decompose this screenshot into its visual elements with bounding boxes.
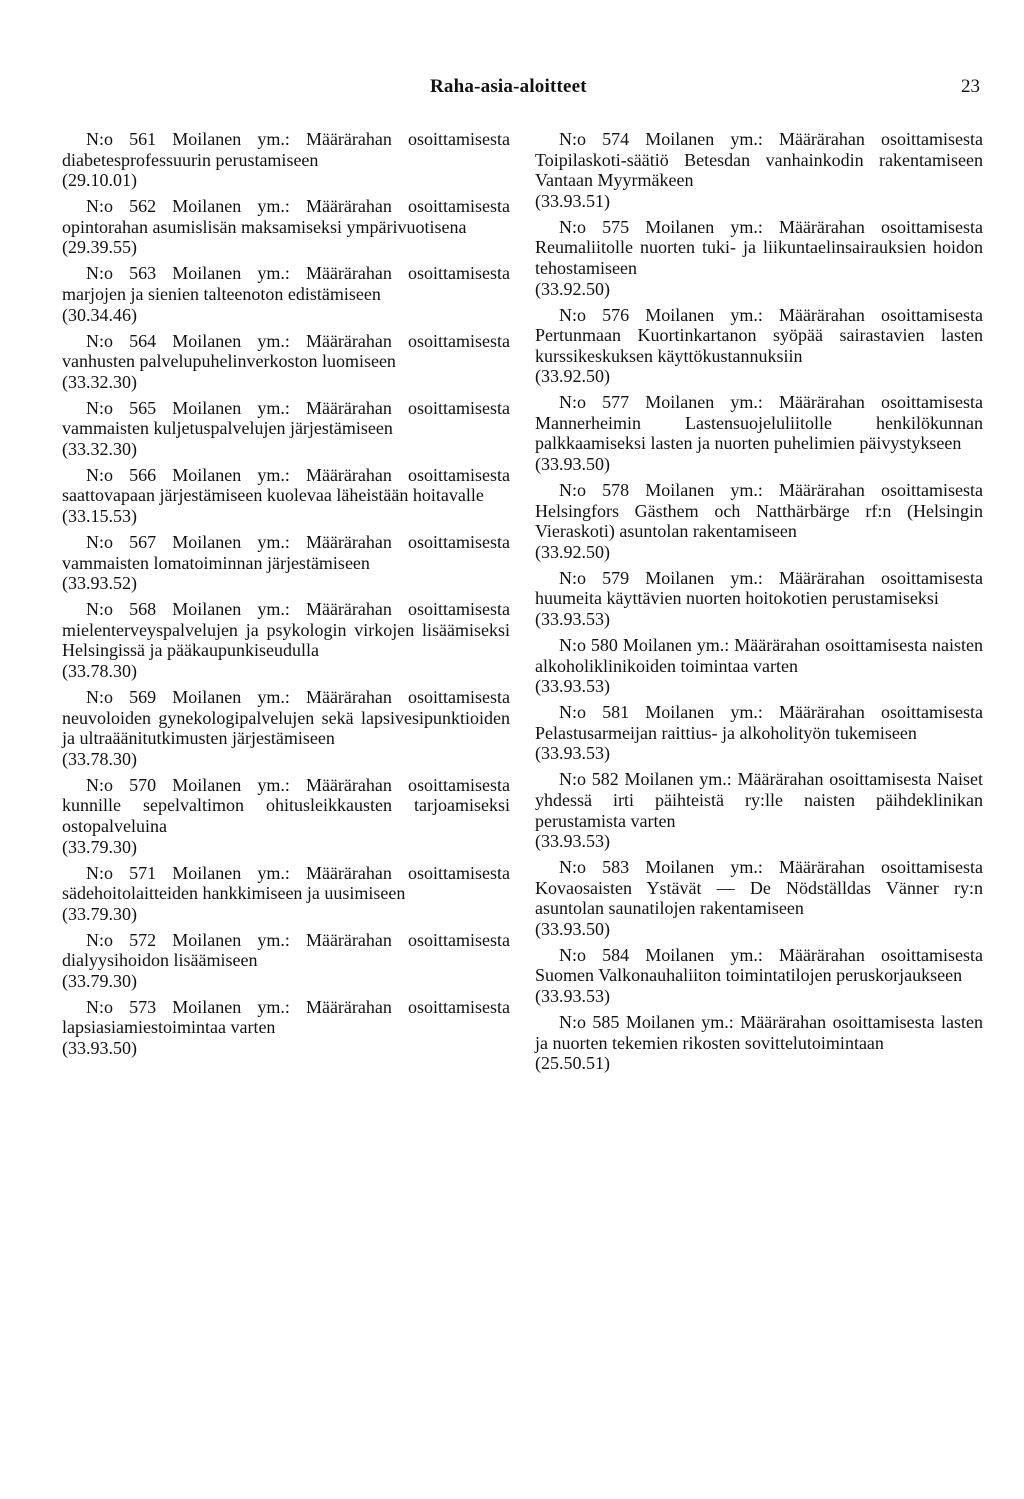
entry-code: (33.78.30) — [62, 660, 137, 681]
list-item — [62, 997, 510, 1059]
entry-text: N:o 573 Moilanen ym.: Määrärahan osoittamisesta lapsiasiamiestoimintaa varten — [62, 996, 510, 1038]
entry-text: N:o 574 Moilanen ym.: Määrärahan osoittamisesta Toipilaskoti-säätiö Betesdan vanhainkodin rakentamiseen Vantaan Myyrmäkeen — [535, 129, 983, 191]
entry-code: (30.34.46) — [62, 304, 137, 325]
entry-text: N:o 578 Moilanen ym.: Määrärahan osoittamisesta Helsingfors Gästhem och Natthärbärge rf:n (Helsingin Vieraskoti) asuntolan rakentamiseen — [535, 480, 983, 542]
entry-text: N:o 575 Moilanen ym.: Määrärahan osoittamisesta Reumaliitolle nuorten tuki- ja liikuntaelinsairauksien hoidon tehostamiseen — [535, 216, 983, 278]
entry-code: (25.50.51) — [535, 1053, 610, 1074]
list-item — [535, 217, 983, 299]
entry-code: (29.10.01) — [62, 170, 137, 191]
entry-text: N:o 565 Moilanen ym.: Määrärahan osoittamisesta vammaisten kuljetuspalvelujen järjestämiseen — [62, 397, 510, 439]
list-item — [535, 702, 983, 764]
entry-code: (33.32.30) — [62, 371, 137, 392]
entry-code: (33.32.30) — [62, 438, 137, 459]
list-item — [535, 635, 983, 697]
entry-code: (33.93.53) — [535, 831, 610, 852]
entry-text: N:o 564 Moilanen ym.: Määrärahan osoittamisesta vanhusten palvelupuhelinverkoston luomiseen — [62, 330, 510, 372]
list-item — [535, 129, 983, 211]
list-item — [62, 930, 510, 992]
left-column — [62, 129, 510, 1064]
entry-code: (33.78.30) — [62, 748, 137, 769]
entry-text: N:o 580 Moilanen ym.: Määrärahan osoittamisesta naisten alkoholiklinikoiden toimintaa varten — [535, 635, 983, 676]
entry-text: N:o 582 Moilanen ym.: Määrärahan osoittamisesta Naiset yhdessä irti päihteistä ry:lle naisten päihdeklinikan perustamista varten — [535, 769, 983, 831]
entry-code: (33.79.30) — [62, 970, 137, 991]
entry-text: N:o 567 Moilanen ym.: Määrärahan osoittamisesta vammaisten lomatoiminnan järjestämiseen — [62, 532, 510, 573]
list-item — [535, 857, 983, 939]
list-item — [62, 687, 510, 769]
list-item — [535, 769, 983, 851]
list-item — [62, 532, 510, 594]
entry-code: (33.93.50) — [535, 918, 610, 939]
list-item — [62, 465, 510, 527]
entry-code: (33.93.50) — [62, 1038, 137, 1059]
entry-text: N:o 585 Moilanen ym.: Määrärahan osoittamisesta lasten ja nuorten tekemien rikosten sovittelutoimintaan — [535, 1012, 983, 1053]
entry-text: N:o 563 Moilanen ym.: Määrärahan osoittamisesta marjojen ja sienien talteenoton edistämiseen — [62, 263, 510, 304]
page-number: 23 — [961, 76, 980, 97]
list-item — [535, 568, 983, 630]
entry-code: (33.79.30) — [62, 836, 137, 857]
right-column — [535, 129, 983, 1079]
entry-text: N:o 568 Moilanen ym.: Määrärahan osoittamisesta mielenterveyspalvelujen ja psykologin virkojen lisäämiseksi Helsingissä ja pääkaupunkiseudulla — [62, 599, 510, 661]
entry-code: (33.93.53) — [535, 609, 610, 630]
list-item — [535, 305, 983, 387]
list-item — [62, 775, 510, 857]
entry-code: (33.15.53) — [62, 506, 137, 527]
list-item — [62, 129, 510, 191]
entry-text: N:o 583 Moilanen ym.: Määrärahan osoittamisesta Kovaosaisten Ystävät — De Nödställdas Vänner ry:n asuntolan saunatilojen rakentamiseen — [535, 857, 983, 919]
entry-code: (33.93.51) — [535, 190, 610, 211]
entry-text: N:o 579 Moilanen ym.: Määrärahan osoittamisesta huumeita käyttävien nuorten hoitokotien perustamiseksi — [535, 567, 983, 609]
list-item — [535, 392, 983, 474]
entry-text: N:o 576 Moilanen ym.: Määrärahan osoittamisesta Pertunmaan Kuortinkartanon syöpää sairastavien lasten kurssikeskuksen käyttökustannuksiin — [535, 304, 983, 366]
entry-text: N:o 581 Moilanen ym.: Määrärahan osoittamisesta Pelastusarmeijan raittius- ja alkoholityön tukemiseen — [535, 702, 983, 743]
list-item — [62, 599, 510, 681]
entry-text: N:o 571 Moilanen ym.: Määrärahan osoittamisesta sädehoitolaitteiden hankkimiseen ja uusimiseen — [62, 862, 510, 904]
list-item — [62, 196, 510, 258]
list-item — [535, 480, 983, 562]
entry-code: (33.92.50) — [535, 541, 610, 562]
entry-code: (33.93.53) — [535, 743, 610, 764]
entry-text: N:o 569 Moilanen ym.: Määrärahan osoittamisesta neuvoloiden gynekologipalvelujen sekä lapsivesipunktioiden ja ultraäänitutkimusten järjestämiseen — [62, 686, 510, 749]
entry-text: N:o 561 Moilanen ym.: Määrärahan osoittamisesta diabetesprofessuurin perustamiseen — [62, 129, 510, 170]
entry-text: N:o 572 Moilanen ym.: Määrärahan osoittamisesta dialyysihoidon lisäämiseen — [62, 929, 510, 971]
list-item — [62, 863, 510, 925]
entry-code: (33.92.50) — [535, 366, 610, 387]
list-item — [62, 263, 510, 325]
entry-code: (33.93.53) — [535, 676, 610, 697]
entry-code: (33.93.50) — [535, 454, 610, 475]
running-header — [0, 76, 1024, 100]
entry-code: (33.79.30) — [62, 903, 137, 924]
entry-text: N:o 562 Moilanen ym.: Määrärahan osoittamisesta opintorahan asumislisän maksamiseksi ympärivuotisena — [62, 196, 510, 237]
entry-text: N:o 577 Moilanen ym.: Määrärahan osoittamisesta Mannerheimin Lastensuojeluliitolle henkilökunnan palkkaamiseksi lasten ja nuorten puhelimien päivystykseen — [535, 392, 983, 454]
running-title: Raha-asia-aloitteet — [430, 76, 587, 97]
list-item — [535, 1012, 983, 1074]
list-item — [62, 331, 510, 393]
entry-code: (29.39.55) — [62, 237, 137, 258]
entry-text: N:o 566 Moilanen ym.: Määrärahan osoittamisesta saattovapaan järjestämiseen kuolevaa läheistään hoitavalle — [62, 464, 510, 506]
entry-text: N:o 570 Moilanen ym.: Määrärahan osoittamisesta kunnille sepelvaltimon ohitusleikkausten tarjoamiseksi ostopalveluina — [62, 774, 510, 836]
list-item — [535, 945, 983, 1007]
entry-code: (33.93.53) — [535, 986, 610, 1007]
entry-code: (33.93.52) — [62, 573, 137, 594]
list-item — [62, 398, 510, 460]
entry-text: N:o 584 Moilanen ym.: Määrärahan osoittamisesta Suomen Valkonauhaliiton toimintatilojen peruskorjaukseen — [535, 944, 983, 986]
entry-code: (33.92.50) — [535, 278, 610, 299]
